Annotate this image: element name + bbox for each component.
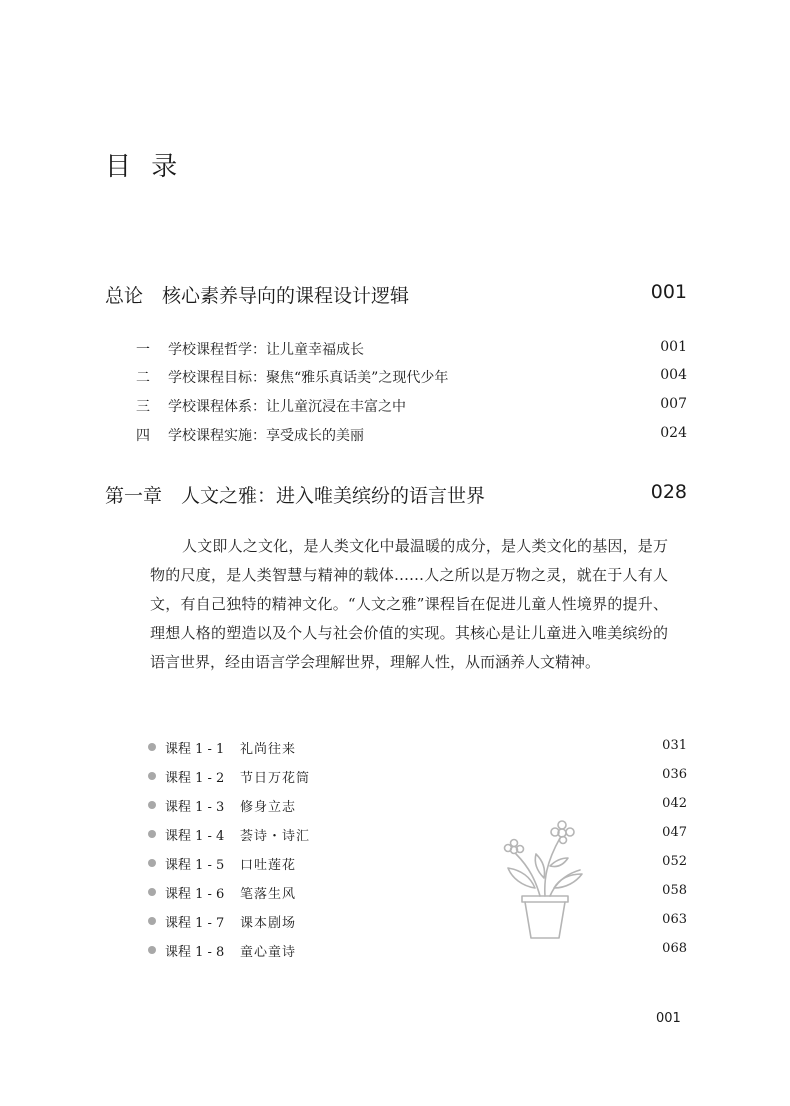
toc-course-item[interactable] bbox=[148, 941, 687, 963]
toc-course-item[interactable] bbox=[148, 912, 687, 934]
potted-plant-icon bbox=[500, 818, 590, 943]
section-page-number: 007 bbox=[660, 396, 687, 412]
bullet-dot-icon bbox=[148, 888, 156, 896]
course-code: 课程 1 - 2 bbox=[165, 771, 225, 786]
toc-course-item[interactable] bbox=[148, 796, 687, 818]
part-title: 总论 核心素养导向的课程设计逻辑 bbox=[105, 285, 410, 307]
chapter-intro-paragraph: 人文即人之文化，是人类文化中最温暖的成分，是人类文化的基因，是万物的尺度，是人类智慧与精神的载体……人之所以是万物之灵，就在于人有人文，有自己独特的精神文化。“人文之雅”课程旨在促进儿童人性境界的提升、理想人格的塑造以及个人与社会价值的实现。其核心是让儿童进入唯美缤纷的语言世界，经由语言学会理解世界，理解人性，从而涵养人文精神。 bbox=[150, 537, 668, 671]
course-title: 童心童诗 bbox=[240, 945, 297, 960]
course-page-number: 052 bbox=[662, 854, 687, 869]
toc-course-item[interactable] bbox=[148, 825, 687, 847]
course-page-number: 042 bbox=[662, 796, 687, 811]
section-number: 四 bbox=[136, 428, 150, 444]
section-number: 一 bbox=[136, 342, 150, 358]
section-title: 学校课程体系：让儿童沉浸在丰富之中 bbox=[168, 399, 406, 415]
course-title: 口吐莲花 bbox=[240, 858, 297, 873]
course-code: 课程 1 - 7 bbox=[165, 916, 225, 931]
toc-part-introduction[interactable] bbox=[105, 281, 687, 311]
toc-section[interactable] bbox=[136, 339, 687, 361]
course-code: 课程 1 - 5 bbox=[165, 858, 225, 873]
page-number: 001 bbox=[656, 1011, 681, 1026]
course-page-number: 036 bbox=[662, 767, 687, 782]
section-title: 学校课程哲学：让儿童幸福成长 bbox=[168, 342, 364, 358]
course-page-number: 031 bbox=[662, 738, 687, 753]
bullet-dot-icon bbox=[148, 801, 156, 809]
course-page-number: 058 bbox=[662, 883, 687, 898]
course-page-number: 068 bbox=[662, 941, 687, 956]
section-page-number: 001 bbox=[660, 339, 687, 355]
toc-course-item[interactable] bbox=[148, 854, 687, 876]
section-title: 学校课程实施：享受成长的美丽 bbox=[168, 428, 364, 444]
toc-course-item[interactable] bbox=[148, 767, 687, 789]
section-number: 三 bbox=[136, 399, 150, 415]
course-code: 课程 1 - 8 bbox=[165, 945, 225, 960]
course-title: 荟诗・诗汇 bbox=[240, 829, 311, 844]
course-code: 课程 1 - 4 bbox=[165, 829, 225, 844]
page-title: 目 录 bbox=[105, 152, 184, 182]
bullet-dot-icon bbox=[148, 743, 156, 751]
section-title: 学校课程目标：聚焦“雅乐真话美”之现代少年 bbox=[168, 370, 449, 386]
section-page-number: 024 bbox=[660, 425, 687, 441]
bullet-dot-icon bbox=[148, 917, 156, 925]
section-page-number: 004 bbox=[660, 367, 687, 383]
bullet-dot-icon bbox=[148, 772, 156, 780]
course-title: 修身立志 bbox=[240, 800, 297, 815]
toc-section[interactable] bbox=[136, 367, 687, 389]
toc-section[interactable] bbox=[136, 425, 687, 447]
section-number: 二 bbox=[136, 370, 150, 386]
part-page-number: 001 bbox=[650, 281, 687, 303]
part-title: 第一章 人文之雅：进入唯美缤纷的语言世界 bbox=[105, 485, 486, 507]
toc-section[interactable] bbox=[136, 396, 687, 418]
course-title: 节日万花筒 bbox=[240, 771, 311, 786]
course-title: 笔落生风 bbox=[240, 887, 297, 902]
bullet-dot-icon bbox=[148, 859, 156, 867]
bullet-dot-icon bbox=[148, 946, 156, 954]
course-code: 课程 1 - 1 bbox=[165, 742, 225, 757]
toc-part-chapter-1[interactable] bbox=[105, 481, 687, 511]
course-code: 课程 1 - 3 bbox=[165, 800, 225, 815]
course-title: 课本剧场 bbox=[240, 916, 297, 931]
part-page-number: 028 bbox=[650, 481, 687, 503]
toc-course-item[interactable] bbox=[148, 738, 687, 760]
toc-course-item[interactable] bbox=[148, 883, 687, 905]
bullet-dot-icon bbox=[148, 830, 156, 838]
course-title: 礼尚往来 bbox=[240, 742, 297, 757]
course-page-number: 047 bbox=[662, 825, 687, 840]
course-code: 课程 1 - 6 bbox=[165, 887, 225, 902]
course-page-number: 063 bbox=[662, 912, 687, 927]
